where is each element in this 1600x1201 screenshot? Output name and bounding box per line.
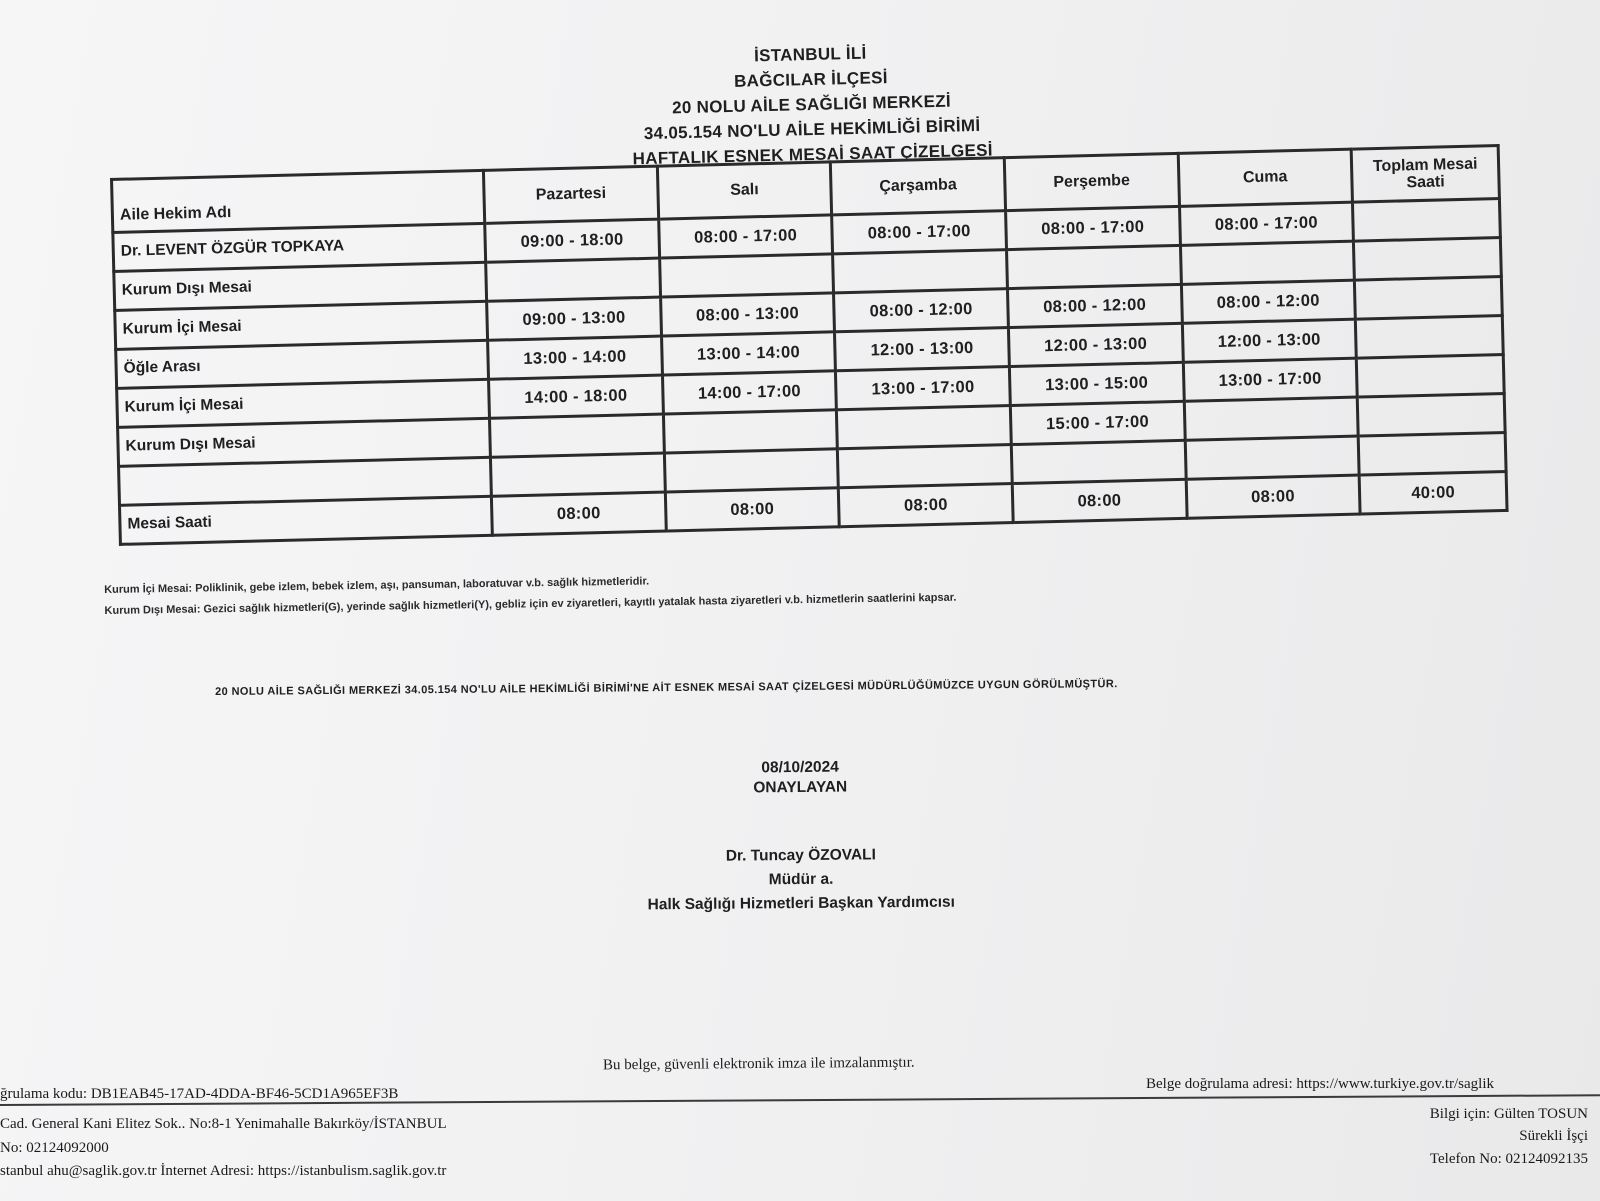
total-cell (1358, 432, 1506, 475)
signature-block (580, 756, 1021, 916)
footer-address: Cad. General Kani Elitez Sok.. No:8-1 Yenimahalle Bakırköy/İSTANBUL (0, 1116, 447, 1132)
total-cell (1353, 199, 1501, 242)
row-label: Kurum İçi Mesai (115, 301, 488, 349)
schedule-cell: 15:00 - 17:00 (1010, 401, 1185, 444)
schedule-cell: 08:00 (839, 484, 1014, 527)
approver-title: Müdür a. (768, 870, 834, 889)
schedule-cell: 13:00 - 17:00 (1183, 358, 1358, 401)
total-cell (1356, 316, 1504, 359)
schedule-cell: 13:00 - 14:00 (661, 332, 836, 375)
schedule-cell (486, 258, 661, 301)
header-cell-thursday: Perşembe (1004, 153, 1179, 210)
row-label: Dr. LEVENT ÖZGÜR TOPKAYA (113, 223, 486, 271)
schedule-cell (1006, 245, 1181, 288)
header-cell-friday: Cuma (1178, 149, 1353, 206)
schedule-table (110, 144, 1509, 546)
schedule-cell: 08:00 (1186, 475, 1361, 518)
schedule-cell (838, 445, 1013, 488)
schedule-cell: 08:00 - 13:00 (660, 293, 835, 336)
header-cell-wednesday: Çarşamba (831, 158, 1006, 215)
header-unit: 34.05.154 NO'LU AİLE HEKİMLİĞİ BİRİMİ (643, 115, 981, 144)
schedule-cell: 13:00 - 15:00 (1009, 362, 1184, 405)
header-district: BAĞCILAR İLÇESİ (733, 68, 888, 91)
schedule-cell (490, 453, 665, 496)
header-cell-tuesday: Salı (657, 162, 832, 219)
schedule-cell: 08:00 - 17:00 (1006, 206, 1181, 249)
header-cell-name: Aile Hekim Adı (112, 170, 485, 232)
total-cell (1355, 277, 1503, 320)
info-role: Sürekli İşçi (1519, 1128, 1588, 1144)
schedule-cell: 12:00 - 13:00 (1182, 319, 1357, 362)
approval-statement: 20 NOLU AİLE SAĞLIĞI MERKEZİ 34.05.154 NO'LU AİLE HEKİMLİĞİ BİRİMİ'NE AİT ESNEK MESAİ SAAT ÇİZELGESİ MÜDÜRLÜĞÜMÜZCE UYGUN GÖRÜLMÜŞTÜR. (215, 678, 1118, 698)
schedule-cell: 14:00 - 17:00 (662, 371, 837, 414)
schedule-cell: 12:00 - 13:00 (1008, 323, 1183, 366)
schedule-cell: 08:00 (1012, 479, 1187, 522)
footer-phone: No: 02124092000 (0, 1140, 109, 1156)
schedule-cell: 08:00 (491, 492, 666, 535)
verification-address: Belge doğrulama adresi: https://www.turkiye.gov.tr/saglik (1146, 1076, 1494, 1092)
header-cell-total: Toplam Mesai Saati (1351, 146, 1499, 203)
schedule-cell: 09:00 - 13:00 (487, 297, 662, 340)
header-cell-monday: Pazartesi (483, 166, 658, 223)
schedule-cell: 08:00 - 12:00 (1181, 280, 1356, 323)
schedule-cell: 08:00 - 12:00 (834, 289, 1009, 332)
approver-position: Halk Sağlığı Hizmetleri Başkan Yardımcısı (647, 893, 955, 914)
verification-code: ğrulama kodu: DB1EAB45-17AD-4DDA-BF46-5CD1A965EF3B (0, 1086, 399, 1102)
total-cell (1356, 355, 1504, 398)
schedule-cell (663, 410, 838, 453)
row-label: Kurum Dışı Mesai (118, 418, 491, 466)
schedule-cell (1184, 397, 1359, 440)
schedule-cell: 08:00 - 17:00 (658, 215, 833, 258)
footer-email-web: stanbul ahu@saglik.gov.tr İnternet Adresi: https://istanbulism.saglik.gov.tr (0, 1163, 447, 1179)
footnotes (104, 562, 1255, 622)
header-province: İSTANBUL İLİ (753, 43, 867, 66)
schedule-cell: 12:00 - 13:00 (835, 328, 1010, 371)
info-contact: Bilgi için: Gülten TOSUN (1429, 1106, 1588, 1122)
approval-date: 08/10/2024 (761, 758, 839, 777)
footnote-internal: Kurum İçi Mesai: Poliklinik, gebe izlem, bebek izlem, aşı, pansuman, laboratuvar v.b. sağlık hizmetleridir. (104, 575, 650, 596)
header-schedule-title: HAFTALIK ESNEK MESAİ SAAT ÇİZELGESİ (632, 140, 994, 169)
esignature-note: Bu belge, güvenli elektronik imza ile imzalanmıştır. (602, 1054, 915, 1074)
schedule-cell (837, 406, 1012, 449)
schedule-cell (1185, 436, 1360, 479)
schedule-cell: 09:00 - 18:00 (485, 219, 660, 262)
schedule-cell (1011, 440, 1186, 483)
schedule-cell (833, 250, 1008, 293)
row-label: Mesai Saati (120, 496, 493, 544)
schedule-cell (664, 449, 839, 492)
schedule-cell: 13:00 - 17:00 (836, 367, 1011, 410)
schedule-cell: 08:00 - 17:00 (1179, 202, 1354, 245)
schedule-cell: 13:00 - 14:00 (488, 336, 663, 379)
approval-role: ONAYLAYAN (753, 778, 848, 797)
schedule-cell: 14:00 - 18:00 (489, 375, 664, 418)
info-phone: Telefon No: 02124092135 (1429, 1151, 1588, 1167)
approver-name: Dr. Tuncay ÖZOVALI (725, 846, 877, 865)
footnote-external: Kurum Dışı Mesai: Gezici sağlık hizmetleri(G), yerinde sağlık hizmetleri(Y), gebliz için ev ziyaretleri, kayıtlı yatalak hasta ziyaretleri v.b. hizmetlerin saatlerini kapsar. (104, 591, 957, 617)
schedule-cell: 08:00 (665, 488, 840, 531)
total-cell: 40:00 (1359, 471, 1507, 514)
row-label: Kurum İçi Mesai (117, 379, 490, 427)
total-cell (1354, 238, 1502, 281)
schedule-cell (490, 414, 665, 457)
schedule-cell: 08:00 - 12:00 (1007, 284, 1182, 327)
total-cell (1357, 394, 1505, 437)
schedule-cell (659, 254, 834, 297)
row-label: Kurum Dışı Mesai (114, 262, 487, 310)
row-label: Öğle Arası (116, 340, 489, 388)
header-health-center: 20 NOLU AİLE SAĞLIĞI MERKEZİ (671, 91, 952, 118)
schedule-cell: 08:00 - 17:00 (832, 211, 1007, 254)
schedule-cell (1180, 241, 1355, 284)
schedule-sheet (110, 143, 1539, 546)
